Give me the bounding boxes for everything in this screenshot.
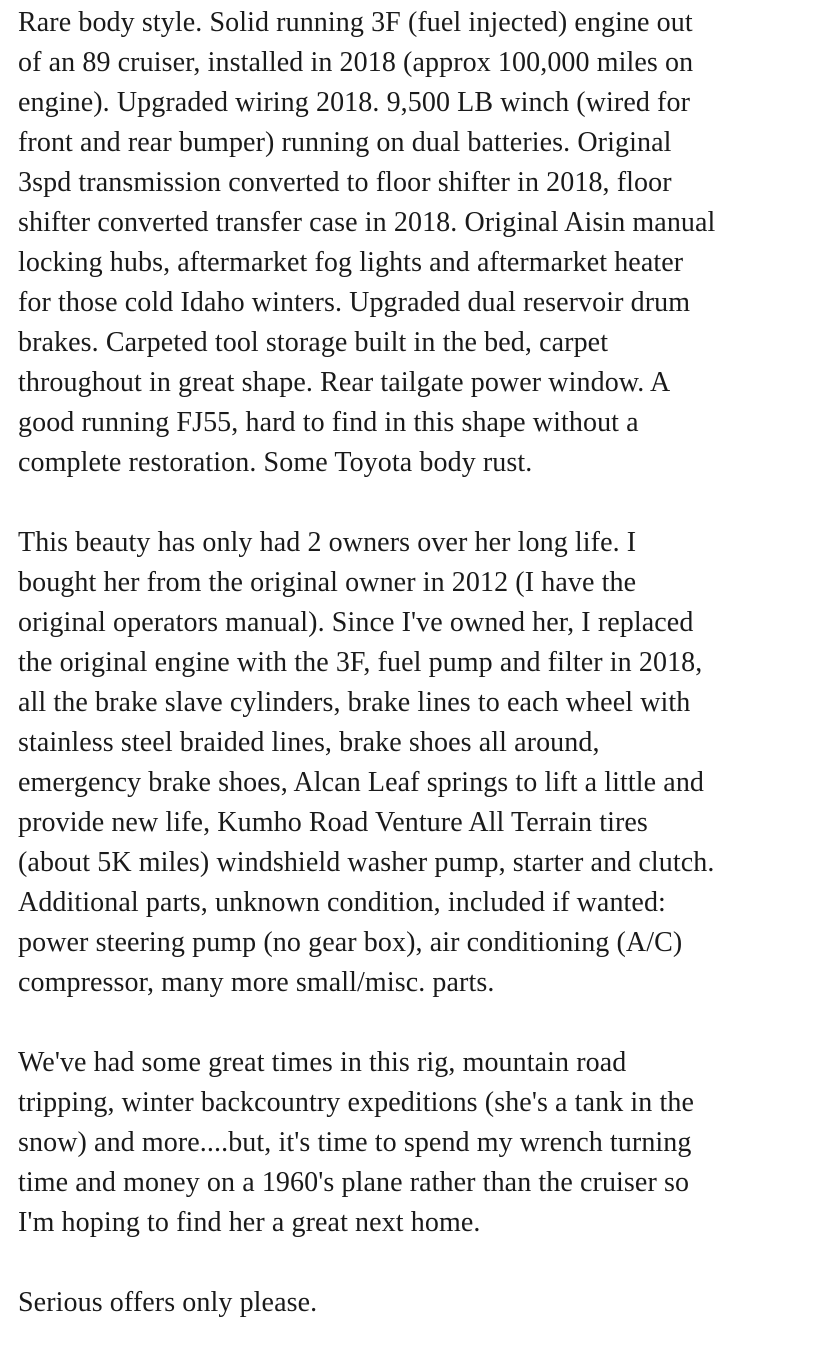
text-line: bought her from the original owner in 2012 (I have the [18, 567, 637, 598]
text-line: locking hubs, aftermarket fog lights and aftermarket heater [18, 247, 684, 278]
text-line: Rare body style. Solid running 3F (fuel injected) engine out [18, 7, 693, 38]
text-line: snow) and more....but, it's time to spend my wrench turning [18, 1127, 692, 1158]
text-line: shifter converted transfer case in 2018. Original Aisin manual [18, 207, 716, 238]
text-line: compressor, many more small/misc. parts. [18, 967, 495, 998]
text-line: power steering pump (no gear box), air conditioning (A/C) [18, 927, 683, 958]
paragraph-closing-note [18, 1283, 828, 1323]
paragraph-ownership-history [18, 523, 828, 1003]
text-line: front and rear bumper) running on dual batteries. Original [18, 127, 672, 158]
paragraph-vehicle-details [18, 3, 828, 483]
text-line: good running FJ55, hard to find in this shape without a [18, 407, 639, 438]
text-line: brakes. Carpeted tool storage built in the bed, carpet [18, 327, 609, 358]
text-line: This beauty has only had 2 owners over her long life. I [18, 527, 637, 558]
paragraph-reason-for-sale [18, 1043, 828, 1243]
text-line: stainless steel braided lines, brake shoes all around, [18, 727, 600, 758]
text-line: time and money on a 1960's plane rather than the cruiser so [18, 1167, 690, 1198]
text-line: We've had some great times in this rig, mountain road [18, 1047, 627, 1078]
text-line: emergency brake shoes, Alcan Leaf springs to lift a little and [18, 767, 705, 798]
text-line: original operators manual). Since I've owned her, I replaced [18, 607, 694, 638]
text-line: the original engine with the 3F, fuel pump and filter in 2018, [18, 647, 703, 678]
text-line: for those cold Idaho winters. Upgraded dual reservoir drum [18, 287, 691, 318]
text-line: Serious offers only please. [18, 1287, 318, 1318]
text-line: (about 5K miles) windshield washer pump, starter and clutch. [18, 847, 715, 878]
text-line: of an 89 cruiser, installed in 2018 (approx 100,000 miles on [18, 47, 694, 78]
text-line: all the brake slave cylinders, brake lines to each wheel with [18, 687, 691, 718]
text-line: complete restoration. Some Toyota body rust. [18, 447, 533, 478]
text-line: 3spd transmission converted to floor shifter in 2018, floor [18, 167, 672, 198]
text-line: Additional parts, unknown condition, included if wanted: [18, 887, 666, 918]
text-line: tripping, winter backcountry expeditions (she's a tank in the [18, 1087, 694, 1118]
text-line: provide new life, Kumho Road Venture All Terrain tires [18, 807, 648, 838]
text-line: throughout in great shape. Rear tailgate power window. A [18, 367, 671, 398]
text-line: I'm hoping to find her a great next home. [18, 1207, 481, 1238]
text-line: engine). Upgraded wiring 2018. 9,500 LB winch (wired for [18, 87, 690, 118]
